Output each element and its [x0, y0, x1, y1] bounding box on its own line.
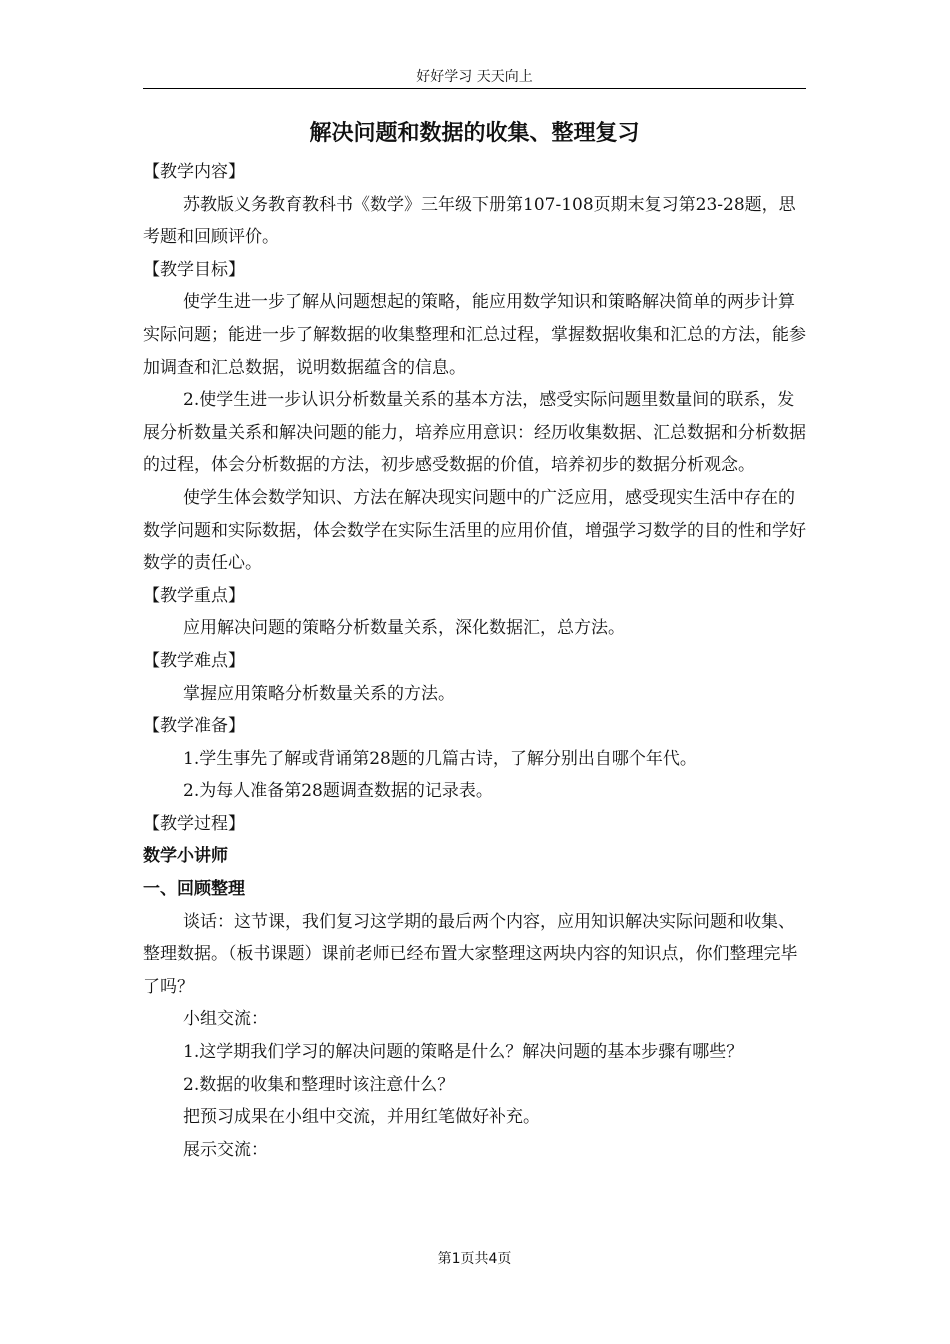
- document-body: [143, 156, 806, 1166]
- subheading-review: 一、回顾整理: [143, 879, 245, 900]
- goal-paragraph-3: 使学生体会数学知识、方法在解决现实问题中的广泛应用，感受现实生活中存在的数学问题和实际数据，体会数学在实际生活里的应用价值，增强学习数学的目的性和学好数学的责任心。: [143, 487, 806, 574]
- page-footer: 第1页共4页: [437, 1251, 512, 1267]
- section-heading-key-points: 【教学重点】: [143, 585, 245, 606]
- question-2: 2.数据的收集和整理时该注意什么？: [183, 1074, 455, 1095]
- goal-paragraph-2: 2.使学生进一步认识分析数量关系的基本方法，感受实际问题里数量间的联系，发展分析数量关系和解决问题的能力，培养应用意识：经历收集数据、汇总数据和分析数据的过程，体会分析数据的方法，初步感受数据的价值，培养初步的数据分析观念。: [143, 390, 806, 476]
- section-heading-process: 【教学过程】: [143, 813, 245, 834]
- key-points-paragraph: 应用解决问题的策略分析数量关系，深化数据汇，总方法。: [183, 618, 625, 639]
- show-label: 展示交流：: [183, 1139, 268, 1160]
- share-paragraph: 把预习成果在小组中交流，并用红笔做好补充。: [183, 1107, 540, 1128]
- preparation-item-2: 2.为每人准备第28题调查数据的记录表。: [183, 781, 493, 802]
- content-paragraph: 苏教版义务教育教科书《数学》三年级下册第107-108页期末复习第23-28题，思考题和回顾评价。: [143, 194, 796, 248]
- section-heading-goals: 【教学目标】: [143, 259, 245, 280]
- section-heading-difficulty: 【教学难点】: [143, 650, 245, 671]
- header-divider: [143, 88, 806, 89]
- document-title: 解决问题和数据的收集、整理复习: [309, 121, 640, 146]
- goal-paragraph-1: 使学生进一步了解从问题想起的策略，能应用数学知识和策略解决简单的两步计算实际问题；能进一步了解数据的收集整理和汇总过程，掌握数据收集和汇总的方法，能参加调查和汇总数据，说明数据蕴含的信息。: [143, 292, 806, 378]
- group-exchange-label: 小组交流：: [183, 1009, 268, 1030]
- difficulty-paragraph: 掌握应用策略分析数量关系的方法。: [183, 683, 455, 704]
- section-heading-preparation: 【教学准备】: [143, 716, 245, 737]
- section-heading-content: 【教学内容】: [143, 162, 245, 182]
- talk-paragraph: 谈话：这节课，我们复习这学期的最后两个内容，应用知识解决实际问题和收集、整理数据。（板书课题）课前老师已经布置大家整理这两块内容的知识点，你们整理完毕了吗？: [143, 911, 798, 997]
- preparation-item-1: 1.学生事先了解或背诵第28题的几篇古诗，了解分别出自哪个年代。: [183, 748, 697, 769]
- subheading-lecturer: 数学小讲师: [143, 846, 228, 867]
- page-header: 好好学习 天天向上: [416, 69, 533, 85]
- question-1: 1.这学期我们学习的解决问题的策略是什么？解决问题的基本步骤有哪些？: [183, 1042, 744, 1063]
